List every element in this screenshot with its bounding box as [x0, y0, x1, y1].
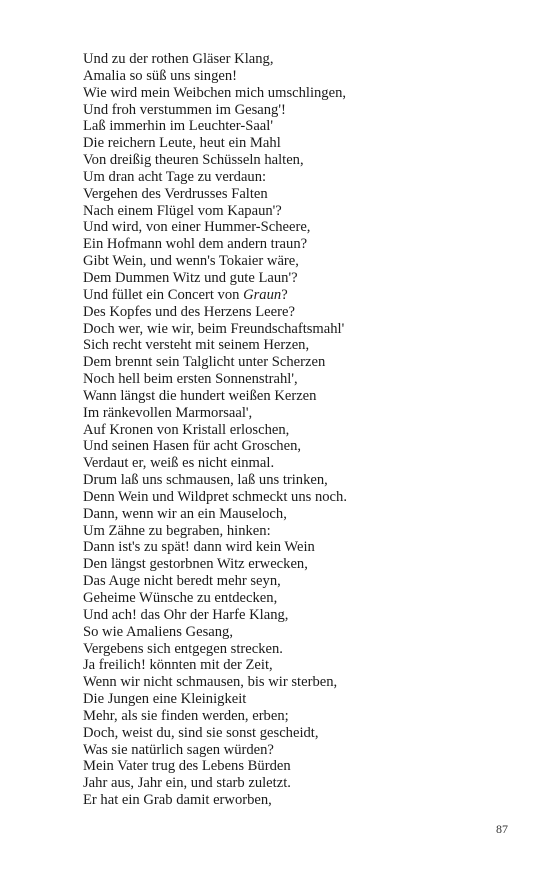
page-number: 87 [496, 822, 508, 836]
poem-line: Dem Dummen Witz und gute Laun'? [83, 269, 298, 286]
poem-line: Mein Vater trug des Lebens Bürden [83, 758, 291, 775]
poem-line: Und wird, von einer Hummer-Scheere, [83, 219, 311, 236]
poem-line: Geheime Wünsche zu entdecken, [83, 590, 278, 606]
poem-line: Drum laß uns schmausen, laß uns trinken, [83, 472, 328, 489]
poem-line: Dann ist's zu spät! dann wird kein Wein [83, 539, 315, 556]
composer-name: Graun [243, 286, 282, 303]
poem-line: Von dreißig theuren Schüsseln halten, [83, 152, 304, 169]
poem-line: Ja freilich! könnten mit der Zeit, [83, 657, 273, 674]
poem-line-italic-composer [83, 287, 347, 304]
poem-line-end: ? [281, 286, 288, 303]
poem-line: Wann längst die hundert weißen Kerzen [83, 387, 317, 404]
poem-line: Und zu der rothen Gläser Klang, [83, 51, 274, 67]
poem-line: Um dran acht Tage zu verdaun: [83, 168, 267, 185]
poem-line: Um Zähne zu begraben, hinken: [83, 522, 271, 539]
poem-line: Laß immerhin im Leuchter-Saal' [83, 118, 273, 135]
poem-line: Verdaut er, weiß es nicht einmal. [83, 455, 275, 472]
poem-line: Sich recht versteht mit seinem Herzen, [83, 337, 310, 354]
poem-line: Dem brennt sein Talglicht unter Scherzen [83, 354, 326, 371]
poem-line: Das Auge nicht beredt mehr seyn, [83, 573, 281, 590]
poem-line: Doch wer, wie wir, beim Freundschaftsmahl' [83, 320, 345, 337]
poem-text [83, 51, 347, 809]
poem-line-start: Und füllet ein Concert von [83, 286, 244, 303]
poem-line: Wenn wir nicht schmausen, bis wir sterben, [83, 674, 338, 691]
poem-line: Mehr, als sie finden werden, erben; [83, 707, 289, 724]
poem-line: Gibt Wein, und wenn's Tokaier wäre, [83, 253, 299, 270]
poem-line: Was sie natürlich sagen würden? [83, 741, 274, 758]
poem-line: Noch hell beim ersten Sonnenstrahl', [83, 371, 298, 388]
poem-line: Amalia so süß uns singen! [83, 67, 238, 84]
poem-line: Wie wird mein Weibchen mich umschlingen, [83, 84, 347, 101]
poem-line: Des Kopfes und des Herzens Leere? [83, 303, 295, 320]
poem-line: Ein Hofmann wohl dem andern traun? [83, 236, 308, 253]
poem-line: Doch, weist du, sind sie sonst gescheidt, [83, 724, 319, 741]
poem-line: Und seinen Hasen für acht Groschen, [83, 438, 302, 455]
poem-line: Und froh verstummen im Gesang'! [83, 101, 286, 118]
poem-line: Im ränkevollen Marmorsaal', [83, 404, 253, 421]
poem-line: Jahr aus, Jahr ein, und starb zuletzt. [83, 775, 291, 792]
poem-line: Nach einem Flügel vom Kapaun'? [83, 202, 282, 219]
poem-line: Die reichern Leute, heut ein Mahl [83, 135, 281, 152]
poem-line: Den längst gestorbnen Witz erwecken, [83, 556, 308, 573]
poem-line: Vergebens sich entgegen strecken. [83, 640, 283, 657]
poem-line: Auf Kronen von Kristall erloschen, [83, 421, 290, 438]
poem-line: Er hat ein Grab damit erworben, [83, 792, 272, 809]
poem-line: Die Jungen eine Kleinigkeit [83, 691, 247, 708]
poem-line: Vergehen des Verdrusses Falten [83, 185, 268, 202]
poem-line: Denn Wein und Wildpret schmeckt uns noch. [83, 488, 347, 505]
poem-line: Dann, wenn wir an ein Mauseloch, [83, 505, 287, 522]
poem-line: Und ach! das Ohr der Harfe Klang, [83, 606, 289, 623]
poem-line: So wie Amaliens Gesang, [83, 623, 233, 640]
